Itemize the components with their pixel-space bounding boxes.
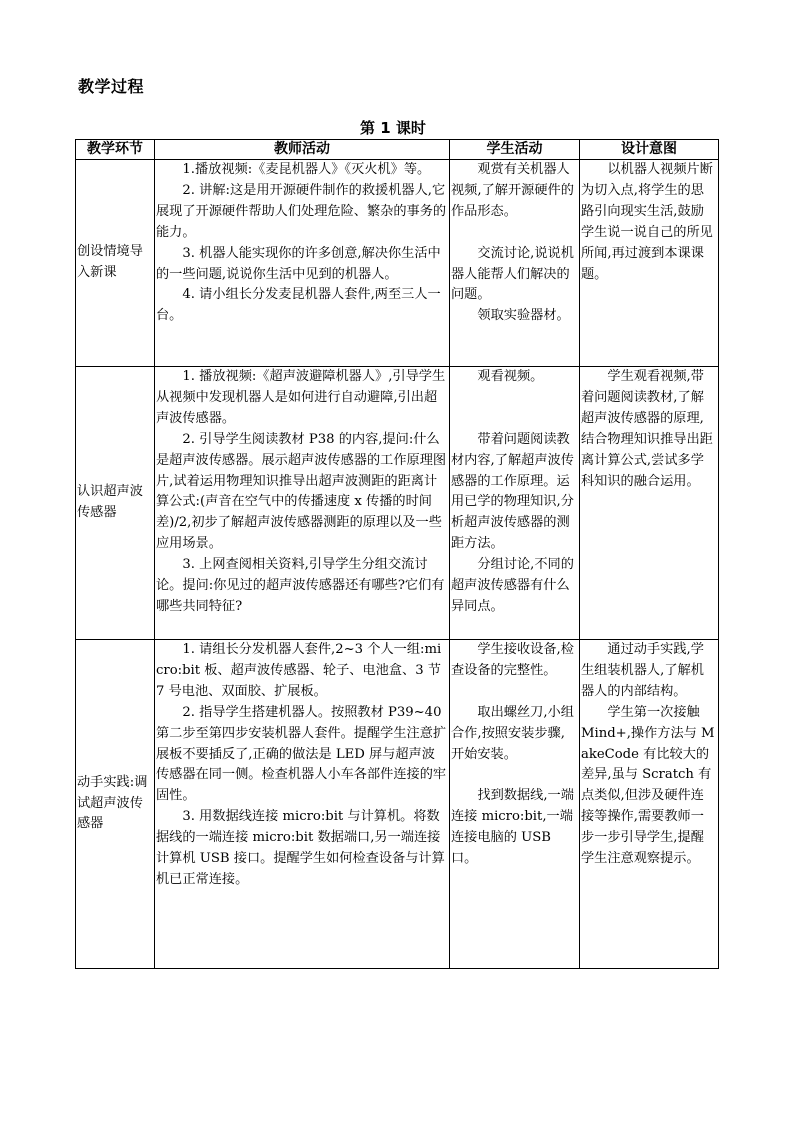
design-intent-cell — [580, 640, 719, 969]
header-design-intent: 设计意图 — [580, 140, 719, 160]
design-intent-cell — [580, 367, 719, 640]
student-step: 取出螺丝刀,小组合作,按照安装步骤,开始安装。 — [451, 704, 574, 762]
teacher-step: 2. 引导学生阅读教材 P38 的内容,提问:什么是超声波传感器。展示超声波传感器的工作原理图片,试着运用物理知识推导出超声波测距的距离计算公式:(声音在空气中的传播速度 x 传播的时间差)/2,初步了解超声波传感器测距的原理以及一些应用场景。 — [156, 431, 447, 552]
student-step: 分组讨论,不同的超声波传感器有什么异同点。 — [451, 557, 574, 614]
teacher-step: 1.播放视频:《麦昆机器人》《灭火机》等。 — [182, 162, 431, 177]
intent-text: 以机器人视频片断为切入点,将学生的思路引向现实生活,鼓励学生说一说自己的所见所闻,再过渡到本课课题。 — [581, 162, 713, 282]
header-student-activity: 学生活动 — [450, 140, 580, 160]
student-step: 学生接收设备,检查设备的完整性。 — [451, 642, 574, 678]
teacher-step: 3. 用数据线连接 micro:bit 与计算机。将数据线的一端连接 micro:bit 数据端口,另一端连接计算机 USB 接口。提醒学生如何检查设备与计算机已正常连接。 — [156, 809, 445, 887]
stage-cell: 认识超声波传感器 — [76, 367, 155, 640]
student-step: 领取实验器材。 — [477, 308, 570, 324]
lesson-title: 第 1 课时 — [360, 119, 426, 137]
header-teacher-activity: 教师活动 — [155, 140, 450, 160]
teacher-step: 1. 播放视频:《超声波避障机器人》,引导学生从视频中发现机器人是如何进行自动避障,引出超声波传感器。 — [156, 369, 446, 426]
student-activity-cell — [450, 160, 580, 367]
stage-cell: 动手实践:调试超声波传感器 — [76, 640, 155, 969]
student-step: 观看视频。 — [477, 369, 544, 384]
teacher-activity-cell — [155, 160, 450, 367]
student-step: 找到数据线,一端连接 micro:bit,一端连接电脑的 USB 口。 — [451, 788, 574, 867]
table-row — [76, 160, 719, 367]
teacher-step: 1. 请组长分发机器人套件,2~3 个人一组:micro:bit 板、超声波传感器、轮子、电池盒、3 节 7 号电池、双面胶、扩展板。 — [156, 642, 442, 699]
intent-text: 学生第一次接触 Mind+,操作方法与 MakeCode 有比较大的差异,虽与 Scratch 有点类似,但涉及硬件连接等操作,需要教师一步一步引导学生,提醒学生注意观察提示。 — [581, 704, 715, 867]
teacher-step: 4. 请小组长分发麦昆机器人套件,两至三人一台。 — [156, 287, 441, 324]
intent-text: 通过动手实践,学生组装机器人,了解机器人的内部结构。 — [581, 642, 704, 699]
table-row — [76, 367, 719, 640]
student-step: 交流讨论,说说机器人能帮人们解决的问题。 — [451, 245, 574, 303]
teacher-activity-cell — [155, 640, 450, 969]
design-intent-cell — [580, 160, 719, 367]
student-step: 观赏有关机器人视频,了解开源硬件的作品形态。 — [451, 162, 574, 219]
lesson-plan-table — [75, 139, 719, 969]
header-stage: 教学环节 — [76, 140, 155, 160]
teacher-step: 2. 讲解:这是用开源硬件制作的救援机器人,它展现了开源硬件帮助人们处理危险、繁杂的事务的能力。 — [156, 182, 447, 240]
intent-text: 学生观看视频,带着问题阅读教材,了解超声波传感器的原理,结合物理知识推导出距离计算公式,尝试多学科知识的融合运用。 — [581, 369, 713, 489]
stage-cell: 创设情境导入新课 — [76, 160, 155, 367]
teacher-step: 2. 指导学生搭建机器人。按照教材 P39~40 第二步至第四步安装机器人套件。提醒学生注意扩展板不要插反了,正确的做法是 LED 屏与超声波传感器在同一侧。检查机器人小车各部件连接的牢固性。 — [156, 704, 447, 804]
teacher-activity-cell — [155, 367, 450, 640]
table-row — [76, 640, 719, 969]
student-activity-cell — [450, 367, 580, 640]
section-heading: 教学过程 — [78, 77, 145, 96]
teacher-step: 3. 上网查阅相关资料,引导学生分组交流讨论。提问:你见过的超声波传感器还有哪些?它们有哪些共同特征? — [156, 557, 445, 614]
table-header-row — [76, 140, 719, 160]
teacher-step: 3. 机器人能实现你的许多创意,解决你生活中的一些问题,说说你生活中见到的机器人。 — [156, 245, 441, 282]
student-activity-cell — [450, 640, 580, 969]
student-step: 带着问题阅读教材内容,了解超声波传感器的工作原理。运用已学的物理知识,分析超声波传感器的测距方法。 — [451, 431, 574, 552]
